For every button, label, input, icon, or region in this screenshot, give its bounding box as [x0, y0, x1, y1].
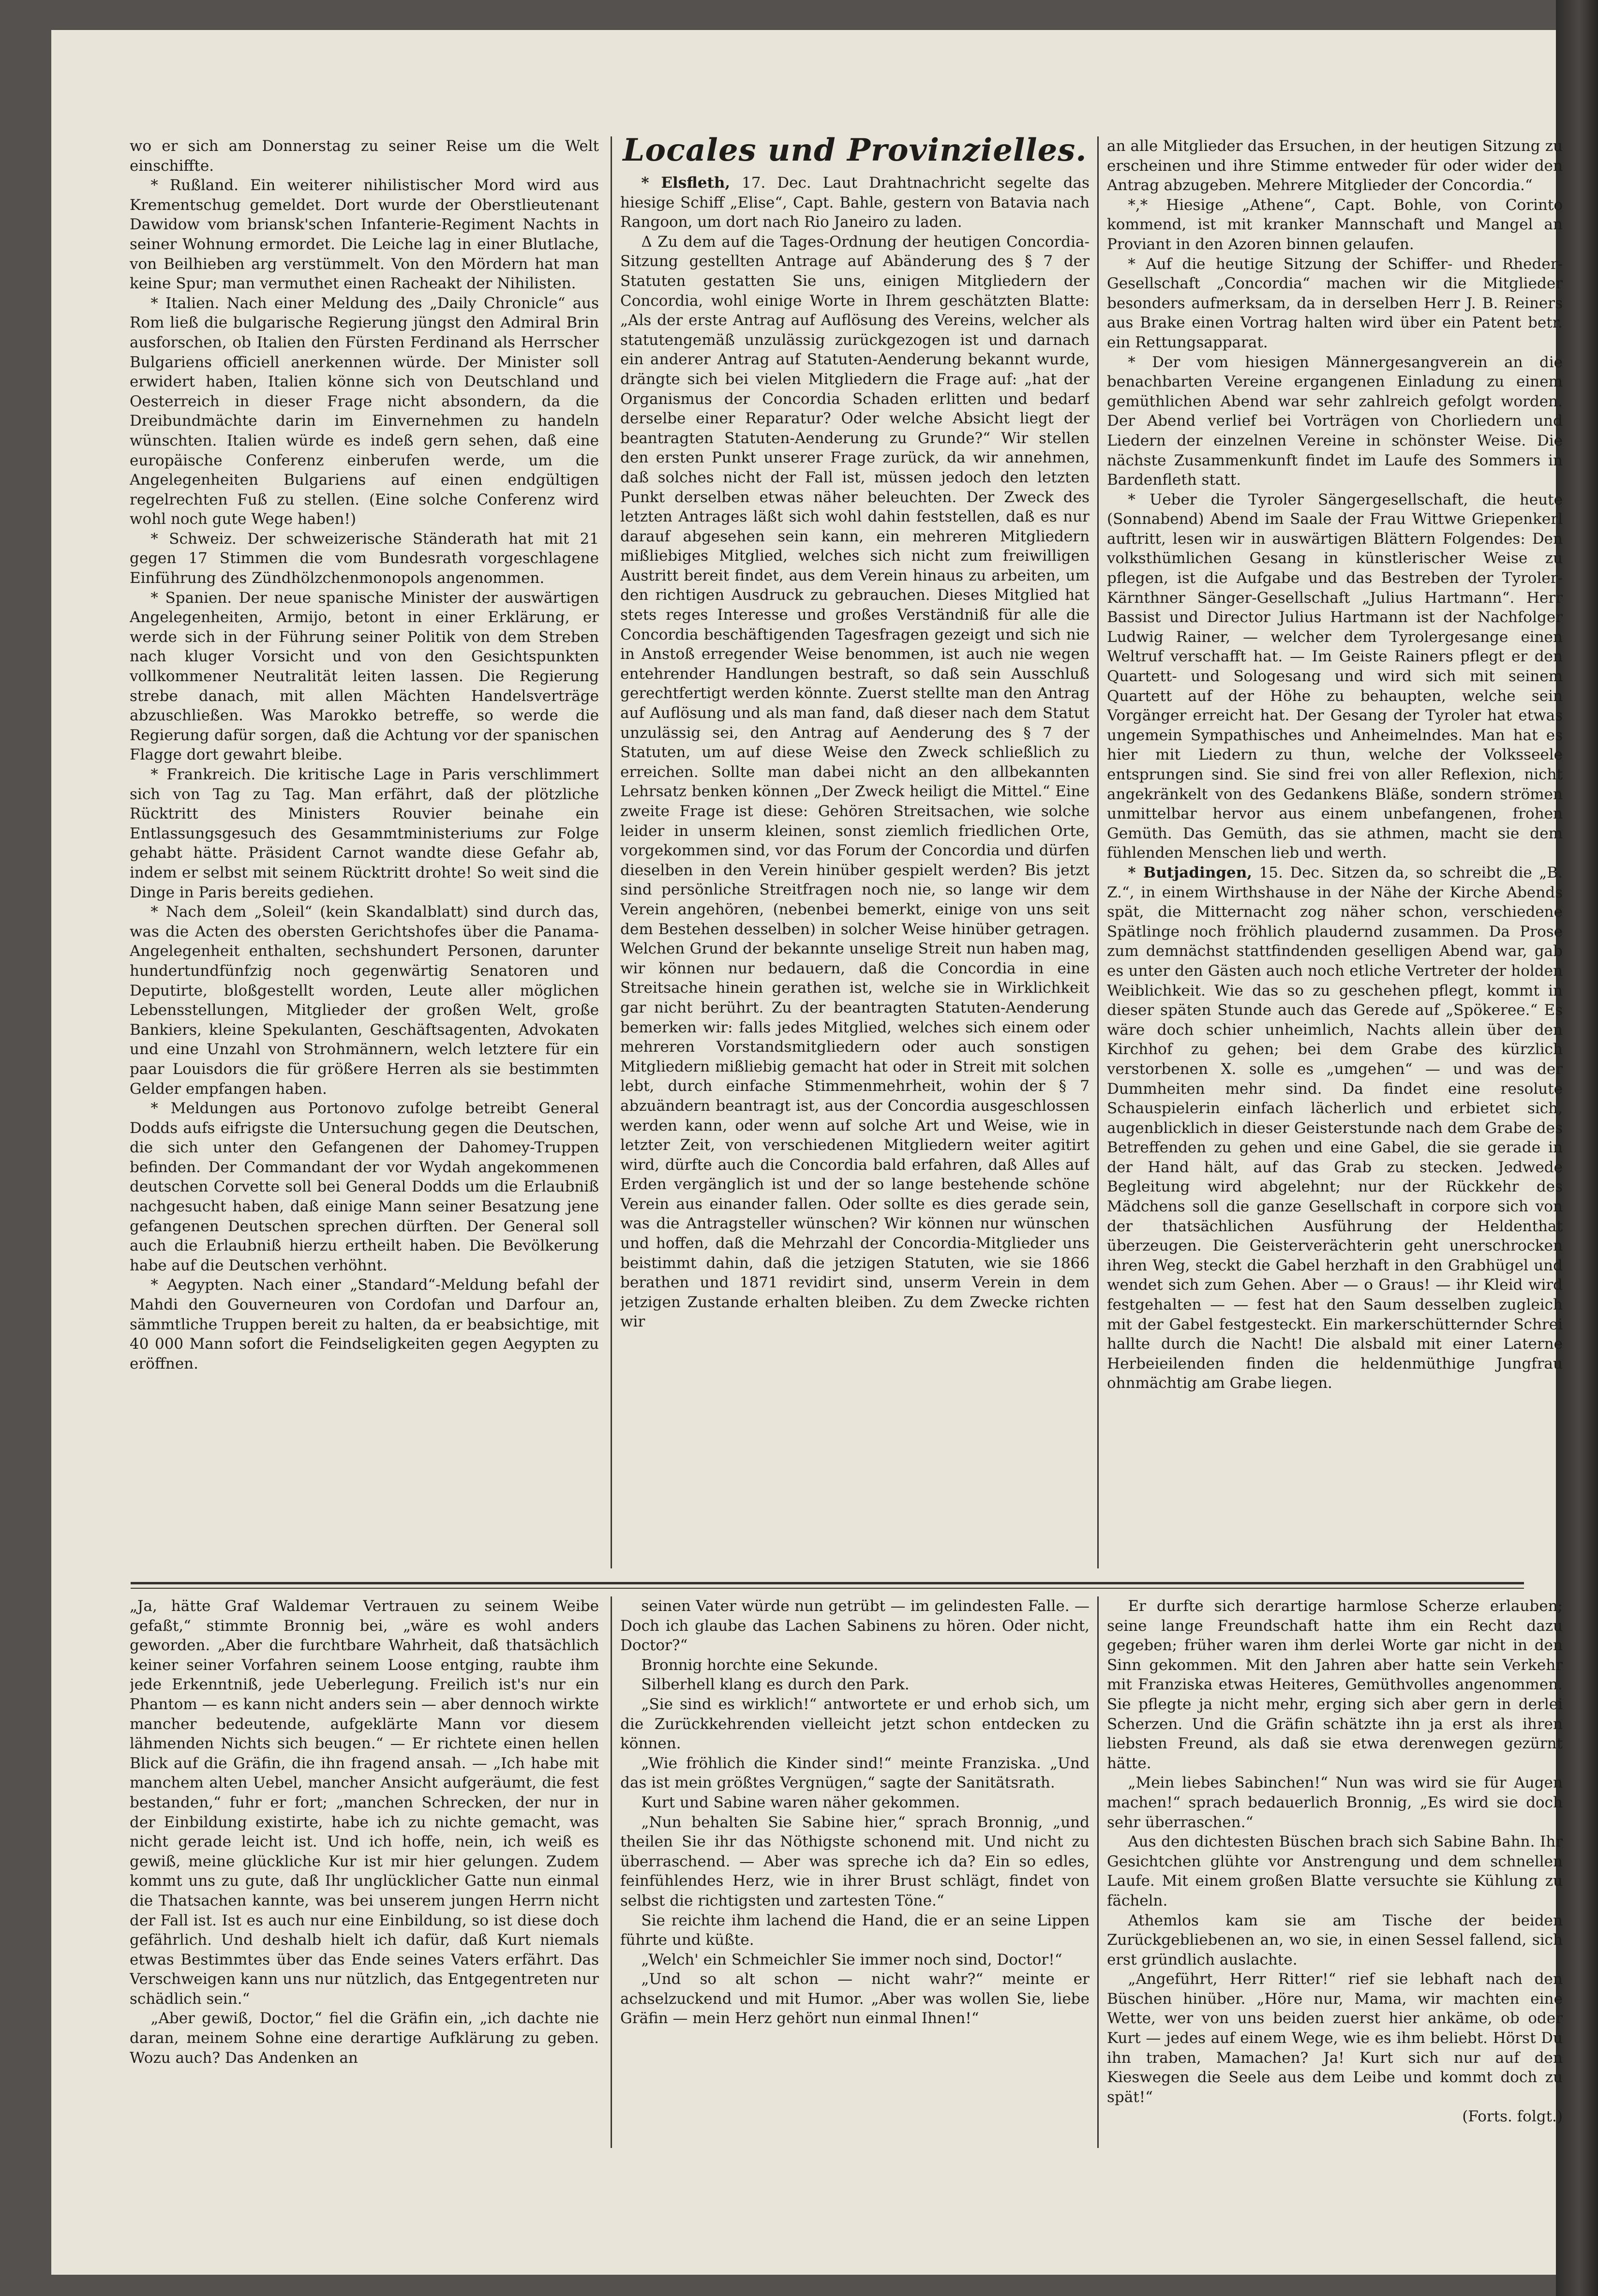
- article-text: 17. Dec. Laut Drahtnachricht segelte das hiesige Schiff „Elise“, Capt. Bahle, gestern von Batavia nach Rangoon, um dort nach Rio Janeiro zu laden.: [620, 174, 1090, 231]
- column-rule: [611, 1596, 612, 2148]
- feuilleton-paragraph: Sie reichte ihm lachend die Hand, die er an seine Lippen führte und küßte.: [620, 1911, 1090, 1949]
- news-paragraph: * Nach dem „Soleil“ (kein Skandalblatt) sind durch das, was die Acten des obersten Gerichtshofes über die Panama-Angelegenheit enthalten, sechshundert Personen, darunter hundertundfünfzig noch gegenwärtig Senatoren und Deputirte, bloßgestellt worden, Leute aller möglichen Lebensstellungen, Mitglieder der großen Welt, große Bankiers, kleine Spekulanten, Geschäftsagenten, Advokaten und eine Unzahl von Strohmännern, welch letztere für ein paar Louisdors die für größere Herren als sie bestimmten Gelder empfangen haben.: [130, 903, 599, 1098]
- feuilleton-paragraph: „Wie fröhlich die Kinder sind!“ meinte Franziska. „Und das ist mein größtes Vergnügen,“ sagte der Sanitätsrath.: [620, 1754, 1090, 1792]
- news-column-middle: [620, 131, 1090, 1569]
- news-column-left: [130, 136, 599, 1569]
- feuilleton-paragraph: „Nun behalten Sie Sabine hier,“ sprach Bronnig, „und theilen Sie ihr das Nöthigste schonend mit. Und nicht zu überraschend. — Aber was spreche ich da? Ein so edles, feinfühlendes Herz, wie in ihrer Brust schlägt, findet von selbst die richtigsten und zartesten Töne.“: [620, 1813, 1090, 1909]
- news-paragraph: [620, 232, 1090, 1332]
- feuilleton-paragraph: „Aber gewiß, Doctor,“ fiel die Gräfin ein, „ich dachte nie daran, meinem Sohne eine derartige Aufklärung zu geben. Wozu auch? Das Andenken an: [130, 2010, 599, 2067]
- feuilleton-paragraph: Silberhell klang es durch den Park.: [641, 1676, 910, 1694]
- article-text: *,* Hiesige „Athene“, Capt. Bohle, von Corinto kommend, ist mit kranker Mannschaft und Mangel an Proviant in den Azoren binnen gelaufen.: [1107, 196, 1563, 253]
- feuilleton-paragraph: „Ja, hätte Graf Waldemar Vertrauen zu seinem Weibe gefaßt,“ stimmte Bronnig bei, „wäre es wohl anders geworden. „Aber die furchtbare Wahrheit, daß thatsächlich keiner seiner Vorfahren seinem Loose entging, raubte ihm jede Erkenntniß, jede Ueberlegung. Freilich ist's nur ein Phantom — es kann nicht anders sein — aber dennoch wirkte mancher bedeutende, aufgeklärte Mann vor diesem lähmenden Nichts sich beugen.“ — Er richtete einen hellen Blick auf die Gräfin, die ihn fragend ansah. — „Ich habe mit manchem alten Uebel, mancher Ansicht aufgeräumt, die fest bestanden,“ fuhr er fort; „manchen Schrecken, der nur in der Einbildung existirte, habe ich zu nichte gemacht, was nicht gerade leicht ist. Und ich hoffe, nein, ich weiß es gewiß, meine glückliche Kur ist mir hier gelungen. Zudem kommt uns zu gute, daß Ihr unglücklicher Gatte nun einmal die Thatsachen kannte, was bei unserem jungen Herrn nicht der Fall ist. Ist es auch nur eine Einbildung, so ist diese doch gefährlich. Und deshalb hielt ich dafür, daß Kurt niemals etwas Bestimmtes über das Ende seines Vaters erfährt. Das Verschweigen kann uns nur nützlich, das Entgegentreten nur schädlich sein.“: [130, 1597, 599, 2008]
- news-paragraph: * Frankreich. Die kritische Lage in Paris verschlimmert sich von Tag zu Tag. Man erfährt, daß der plötzliche Rücktritt des Ministers Rouvier beinahe ein Entlassungsgesuch des Gesammtministeriums zur Folge gehabt hätte. Präsident Carnot wandte diese Gefahr ab, indem er selbst mit seinem Rücktritt drohte! So weit sind die Dinge in Paris bereits gediehen.: [130, 766, 599, 901]
- feuilleton-divider: [131, 1582, 1524, 1584]
- feuilleton-paragraph: „Mein liebes Sabinchen!“ Nun was wird sie für Augen machen!“ sprach bedauerlich Bronnig, „Es wird sie doch sehr überraschen.“: [1107, 1774, 1563, 1831]
- news-column-right: [1107, 136, 1563, 1569]
- article-text: Δ Zu dem auf die Tages-Ordnung der heutigen Concordia-Sitzung gestellten Antrage auf Abänderung des § 7 der Statuten gestatten Sie uns, einigen Mitgliedern der Concordia, wohl einige Worte in Ihrem geschätzten Blatte: „Als der erste Antrag auf Auflösung des Vereins, welcher als statutengemäß unzulässig zurückgezogen ist und darnach ein anderer Antrag auf Statuten-Aenderung bekannt wurde, drängte sich bei vielen Mitgliedern die Frage auf: „hat der Organismus der Concordia Schaden erlitten und bedarf derselbe einer Reparatur? Oder welche Absicht liegt der beantragten Statuten-Aenderung zu Grunde?“ Wir stellen den ersten Punkt unserer Frage zurück, da wir annehmen, daß solches nicht der Fall ist, müssen jedoch den letzten Punkt derselben etwas näher beleuchten. Der Zweck des letzten Antrages läßt sich wohl dahin feststellen, daß es nur darauf abgesehen sein kann, ein mehreren Mitgliedern mißliebiges Mitglied, welches sich nicht zum freiwilligen Austritt bereit findet, aus dem Verein hinaus zu arbeiten, um den richtigen Ausdruck zu gebrauchen. Dieses Mitglied hat stets reges Interesse und großes Verständniß für alle die Concordia beschäftigenden Tagesfragen gezeigt und sich nie in Anstoß erregender Weise benommen, ist auch nie wegen entehrender Handlungen bestraft, so daß sein Ausschluß gerechtfertigt werden könnte. Zuerst stellte man den Antrag auf Auflösung und als man fand, daß dieser nach dem Statut unzulässig sei, den Antrag auf Aenderung des § 7 der Statuten, um auf diese Weise den Zweck schließlich zu erreichen. Sollte man dabei nicht an den allbekannten Lehrsatz benken können „Der Zweck heiligt die Mittel.“ Eine zweite Frage ist diese: Gehören Streitsachen, wie solche leider in unserm kleinen, sonst ziemlich friedlichen Orte, vorgekommen sind, vor das Forum der Concordia und dürfen dieselben in den Verein hinüber gespielt werden? Bis jetzt sind persönliche Streitfragen noch nie, so lange wir dem Verein angehören, (nebenbei bemerkt, einige von uns seit dem Bestehen desselben) in solcher Weise hinüber getragen. Welchen Grund der bekannte unselige Streit nun haben mag, wir können nur bedauern, daß die Concordia in eine Streitsache hinein gerathen ist, welche sie in Wirklichkeit gar nicht berührt. Zu der beantragten Statuten-Aenderung bemerken wir: falls jedes Mitglied, welches sich einem oder mehreren Vorstandsmitgliedern oder auch sonstigen Mitgliedern mißliebig gemacht hat oder in Streit mit solchen lebt, durch einfache Stimmenmehrheit, wohin der § 7 abzuändern beantragt ist, aus der Concordia ausgeschlossen werden kann, oder wenn auf solche Art und Weise, wie in letzter Zeit, von verschiedenen Mitgliedern weiter agitirt wird, dürfte auch die Concordia bald erfahren, daß Alles auf Erden vergänglich ist und der so lange bestehende schöne Verein aus einander fallen. Oder sollte es dies gerade sein, was die Antragsteller wünschen? Wir können nur wünschen und hoffen, daß die Mehrzahl der Concordia-Mitglieder uns beistimmt dahin, daß die jetzigen Statuten, wie sie 1866 berathen und 1871 revidirt sind, unserm Verein in dem jetzigen Zustande erhalten bleiben. Zu dem Zwecke richten wir: [620, 233, 1090, 1331]
- news-paragraph: [1107, 490, 1563, 863]
- feuilleton-paragraph: Bronnig horchte eine Sekunde.: [641, 1656, 879, 1674]
- feuilleton-paragraph: „Angeführt, Herr Ritter!“ rief sie lebhaft nach den Büschen hinüber. „Höre nur, Mama, wir machten eine Wette, wer von uns beiden zuerst hier ankäme, ob oder Kurt — jedes auf einem Wege, wie es ihm beliebt. Hörst Du ihn traben, Mamachen? Ja! Kurt sich nur auf den Kieswegen die Seele aus dem Leibe und kommt doch zu spät!“: [1107, 1970, 1563, 2106]
- feuilleton-column-right: [1107, 1596, 1563, 2148]
- news-paragraph: [1107, 353, 1563, 490]
- dateline-place: * Butjadingen,: [1128, 864, 1253, 881]
- section-heading: Locales und Provinzielles.: [623, 132, 1087, 168]
- news-paragraph: [1107, 863, 1563, 1393]
- news-paragraph: [620, 173, 1090, 232]
- column-rule: [1097, 136, 1099, 1568]
- feuilleton-paragraph: Aus den dichtesten Büschen brach sich Sabine Bahn. Ihr Gesichtchen glühte vor Anstrengung und dem schnellen Laufe. Mit einem großen Blatte versuchte sie Kühlung zu fächeln.: [1107, 1833, 1563, 1909]
- column-rule: [1097, 1596, 1099, 2148]
- news-paragraph: * Aegypten. Nach einer „Standard“-Meldung befahl der Mahdi den Gouverneuren von Cordofan und Darfour an, sämmtliche Truppen bereit zu halten, da er beabsichtige, mit 40 000 Mann sofort die Feindseligkeiten gegen Aegypten zu eröffnen.: [130, 1276, 599, 1372]
- column-rule: [611, 136, 612, 1568]
- feuilleton-paragraph: Kurt und Sabine waren näher gekommen.: [641, 1793, 960, 1811]
- news-paragraph: [1107, 136, 1563, 195]
- news-paragraph: * Meldungen aus Portonovo zufolge betreibt General Dodds aufs eifrigste die Untersuchung gegen die Deutschen, die sich unter den Gefangenen der Dahomey-Truppen befinden. Der Commandant der vor Wydah angekommenen deutschen Corvette soll bei General Dodds um die Erlaubniß nachgesucht haben, daß einige Mann seiner Besatzung jene gefangenen Deutschen sprechen dürften. Der General soll auch die Erlaubniß hierzu ertheilt haben. Die Bevölkerung habe auf die Deutschen verhöhnt.: [130, 1100, 599, 1274]
- feuilleton-paragraph: „Welch' ein Schmeichler Sie immer noch sind, Doctor!“: [641, 1951, 1062, 1968]
- news-paragraph: * Schweiz. Der schweizerische Ständerath hat mit 21 gegen 17 Stimmen die vom Bundesrath vorgeschlagene Einführung des Zündhölzchenmonopols angenommen.: [130, 530, 599, 587]
- article-text: 15. Dec. Sitzen da, so schreibt die „B. Z.“, in einem Wirthshause in der Nähe der Kirche Abends spät, die Mitternacht zog näher schon, verschiedene Spätlinge noch fröhlich plaudernd zusammen. Da Prose zum demnächst stattfindenden geselligen Abend war, gab es unter den Gästen auch noch etliche Vertreter der holden Weiblichkeit. Wie das so zu geschehen pflegt, kommt in dieser späten Stunde auch das Gerede auf „Spökeree.“ Es wäre doch schier unheimlich, Nachts allein über den Kirchhof zu gehen; bei dem Grabe des kürzlich verstorbenen X. solle es „umgehen“ — und was der Dummheiten mehr sind. Da findet eine resolute Schauspielerin einfach lächerlich und erbietet sich, augenblicklich in dieser Geisterstunde nach dem Grabe des Betreffenden zu gehen und eine Gabel, die sie gerade in der Hand hält, auf das Grab zu stecken. Jedwede Begleitung wird abgelehnt; nur der Rückkehr des Mädchens soll die ganze Gesellschaft in corpore sich von der thatsächlichen Ausführung der Heldenthat überzeugen. Die Geisterverächterin geht unerschrocken ihren Weg, steckt die Gabel herzhaft in den Grabhügel und wendet sich zum Gehen. Aber — o Graus! — ihr Kleid wird festgehalten — — fest hat den Saum desselben zugleich mit der Gabel festgesteckt. Ein markerschütternder Schrei hallte durch die Nacht! Die alsbald mit einer Laterne Herbeieilenden finden die heldenmüthige Jungfrau ohnmächtig am Grabe liegen.: [1107, 864, 1563, 1392]
- feuilleton-column-middle: [620, 1596, 1090, 2148]
- news-paragraph: [1107, 254, 1563, 353]
- news-paragraph: [1107, 195, 1563, 254]
- feuilleton-column-left: [130, 1596, 599, 2148]
- feuilleton-divider: [131, 1588, 1524, 1589]
- continuation-note: (Forts. folgt.): [1462, 2108, 1563, 2126]
- news-paragraph: * Rußland. Ein weiterer nihilistischer Mord wird aus Krementschug gemeldet. Dort wurde der Oberstlieutenant Dawidow vom briansk'schen Infanterie-Regiment Nachts in seiner Wohnung ermordet. Die Leiche lag in einer Blutlache, von Beilhieben arg verstümmelt. Von den Mördern hat man keine Spur; man vermuthet einen Racheakt der Nihilisten.: [130, 177, 599, 293]
- article-text: an alle Mitglieder das Ersuchen, in der heutigen Sitzung zu erscheinen und ihre Stimme entweder für oder wider den Antrag abzugeben. Mehrere Mitglieder der Concordia.“: [1107, 137, 1563, 194]
- news-paragraph: * Spanien. Der neue spanische Minister der auswärtigen Angelegenheiten, Armijo, betont in einer Erklärung, er werde sich in der Führung seiner Politik von dem Streben nach kluger Vorsicht und von den Gesichtspunkten vollkommener Neutralität leiten lassen. Die Regierung strebe danach, mit allen Mächten Handelsverträge abzuschließen. Was Marokko betreffe, so werde die Regierung dafür sorgen, daß die Achtung vor der spanischen Flagge dort gewahrt bleibe.: [130, 589, 599, 764]
- article-text: * Auf die heutige Sitzung der Schiffer- und Rheder-Gesellschaft „Concordia“ machen wir die Mitglieder besonders aufmerksam, da in derselben Herr J. B. Reiners aus Brake einen Vortrag halten wird über ein Patent betr. ein Rettungsapparat.: [1107, 255, 1563, 351]
- article-text: * Ueber die Tyroler Sängergesellschaft, die heute (Sonnabend) Abend im Saale der Frau Wittwe Griepenkerl auftritt, lesen wir in auswärtigen Blättern Folgendes: Den volksthümlichen Gesang in künstlerischer Weise zu pflegen, ist die Aufgabe und das Bestreben der Tyroler-Kärnthner Sänger-Gesellschaft „Julius Hartmann“. Herr Bassist und Director Julius Hartmann ist der Nachfolger Ludwig Rainer, — welcher dem Tyrolergesange einen Weltruf verschafft hat. — Im Geiste Rainers pflegt er den Quartett- und Sologesang und wird sich mit seinem Quartett auf der Höhe zu behaupten, welche sein Vorgänger erreicht hat. Der Gesang der Tyroler hat etwas ungemein Sympathisches und Anheimelndes. Man hat es hier mit Liedern zu thun, welche der Volksseele entsprungen sind. Sie sind frei von aller Reflexion, nicht angekränkelt von des Gedankens Bläße, sondern strömen unmittelbar hervor aus einem unbefangenen, frohen Gemüth. Das Gemüth, das sie athmen, macht sie dem fühlenden Menschen lieb und werth.: [1107, 491, 1563, 862]
- feuilleton-paragraph: „Sie sind es wirklich!“ antwortete er und erhob sich, um die Zurückkehrenden vielleicht jetzt schon entdecken zu können.: [620, 1695, 1090, 1753]
- news-paragraph: wo er sich am Donnerstag zu seiner Reise um die Welt einschiffte.: [130, 137, 599, 175]
- feuilleton-paragraph: Athemlos kam sie am Tische der beiden Zurückgebliebenen an, wo sie, in einen Sessel fallend, sich erst gründlich auslachte.: [1107, 1911, 1563, 1968]
- feuilleton-paragraph: seinen Vater würde nun getrübt — im gelindesten Falle. — Doch ich glaube das Lachen Sabinens zu hören. Oder nicht, Doctor?“: [620, 1597, 1090, 1655]
- feuilleton-paragraph: Er durfte sich derartige harmlose Scherze erlauben; seine lange Freundschaft hatte ihm ein Recht dazu gegeben; früher waren ihm derlei Worte gar nicht in den Sinn gekommen. Mit den Jahren aber hatte sein Verkehr mit Franziska etwas Heiteres, Gemüthvolles angenommen. Sie pflegte ja nicht mehr, erging sich aber gern in derlei Scherzen. Und die Gräfin schätzte ihn ja erst als ihren liebsten Freund, als daß sie etwa derenwegen gezürnt hätte.: [1107, 1597, 1563, 1772]
- news-paragraph: * Italien. Nach einer Meldung des „Daily Chronicle“ aus Rom ließ die bulgarische Regierung jüngst den Admiral Brin ausforschen, ob Italien den Fürsten Ferdinand als Herrscher Bulgariens officiell anerkennen würde. Der Minister soll erwidert haben, Italien könne sich von Deutschland und Oesterreich in dieser Frage nicht absondern, da die Dreibundmächte darin im Einvernehmen zu handeln wünschten. Italien würde es indeß gern sehen, daß eine europäische Conferenz einberufen werde, um die Angelegenheiten Bulgariens auf einen endgültigen regelrechten Fuß zu stellen. (Eine solche Conferenz wird wohl noch gute Wege haben!): [130, 294, 599, 528]
- article-text: * Der vom hiesigen Männergesangverein an die benachbarten Vereine ergangenen Einladung zu einem gemüthlichen Abend war sehr zahlreich gefolgt worden. Der Abend verlief bei Vorträgen von Chorliedern und Liedern der einzelnen Vereine in schönster Weise. Die nächste Zusammenkunft findet im Laufe des Sommers in Bardenfleth statt.: [1107, 353, 1563, 489]
- dateline-place: * Elsfleth,: [641, 174, 731, 192]
- feuilleton-paragraph: „Und so alt schon — nicht wahr?“ meinte er achselzuckend und mit Humor. „Aber was wollen Sie, liebe Gräfin — mein Herz gehört nun einmal Ihnen!“: [620, 1970, 1090, 2028]
